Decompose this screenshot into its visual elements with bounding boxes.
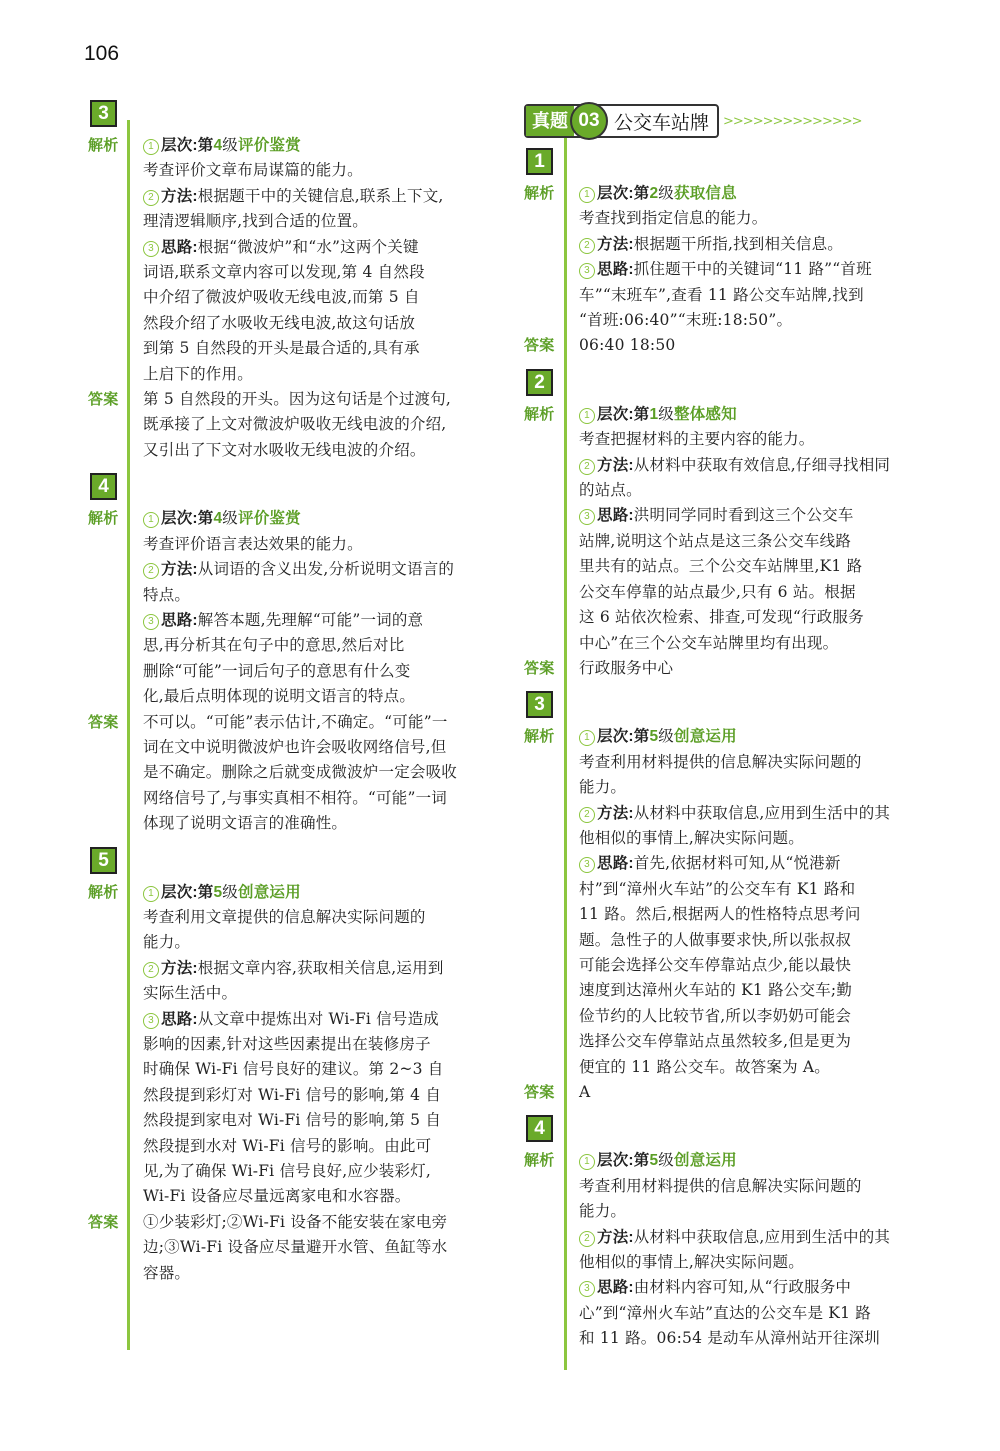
analysis-label: 解析 <box>88 883 119 901</box>
analysis-row <box>524 402 934 656</box>
level-line <box>579 1148 934 1173</box>
step-2-icon: 2 <box>143 563 159 579</box>
text-content: 考查利用材料提供的信息解决实际问题的 <box>579 1176 862 1195</box>
text-content: 村”到“漳州火车站”的公交车有 K1 路和 <box>579 879 856 898</box>
text-content: 从材料中获取信息,应用到生活中的其 <box>633 803 891 822</box>
analysis-row <box>88 880 498 1210</box>
text-line <box>143 1007 498 1032</box>
text-content: 行政服务中心 <box>579 658 674 677</box>
text-content: 体现了说明文语言的准确性。 <box>143 814 348 833</box>
text-content: 思,再分析其在句子中的意思,然后对比 <box>143 636 405 655</box>
question-number: 3 <box>526 691 553 718</box>
level-mid: 级 <box>222 882 238 901</box>
method-label: 方法: <box>161 187 198 205</box>
text-content: 考查找到指定信息的能力。 <box>579 209 768 228</box>
text-content: 题。急性子的人做事要求快,所以张叔叔 <box>579 930 852 949</box>
answer-row <box>524 333 934 358</box>
question-block <box>524 369 934 687</box>
text-content: 考查评价语言表达效果的能力。 <box>143 534 363 553</box>
text-line <box>143 633 498 658</box>
text-line <box>579 953 934 978</box>
text-content: 的站点。 <box>579 481 642 500</box>
text-line <box>143 1261 498 1286</box>
text-line <box>579 1055 934 1080</box>
method-label: 方法: <box>597 456 634 474</box>
text-content: 然段提到家电对 Wi-Fi 信号的影响,第 5 自 <box>143 1111 442 1130</box>
question-block <box>524 148 934 365</box>
page-number: 106 <box>84 42 120 65</box>
question-number: 5 <box>90 847 117 874</box>
level-prefix: 层次:第 <box>161 883 214 901</box>
text-content: 词语,联系文章内容可以发现,第 4 自然段 <box>143 263 425 282</box>
text-line <box>143 981 498 1006</box>
text-content: 由材料内容可知,从“行政服务中 <box>633 1278 852 1297</box>
text-content: 俭节约的人比较节省,所以李奶奶可能会 <box>579 1006 852 1025</box>
step-3-icon: 3 <box>579 1281 595 1297</box>
level-desc <box>579 427 934 452</box>
text-line <box>143 260 498 285</box>
text-line <box>579 978 934 1003</box>
text-content: 化,最后点明体现的说明文语言的特点。 <box>143 687 416 706</box>
step-3-icon: 3 <box>579 509 595 525</box>
text-line <box>143 735 498 760</box>
text-content: 既承接了上文对微波炉吸收无线电波的介绍, <box>143 415 447 434</box>
text-line <box>579 877 934 902</box>
level-name: 创意运用 <box>674 728 737 746</box>
step-1-icon: 1 <box>143 886 159 902</box>
text-content: 上启下的作用。 <box>143 364 253 383</box>
level-desc <box>143 158 498 183</box>
level-mid: 级 <box>658 404 674 423</box>
spacer <box>524 359 934 365</box>
level-name: 评价鉴赏 <box>238 510 301 528</box>
text-content: 根据文章内容,获取相关信息,运用到 <box>197 958 444 977</box>
text-line <box>579 554 934 579</box>
text-content: 洪明同学同时看到这三个公交车 <box>633 506 854 525</box>
banner-arrows: >>>>>>>>>>>>>> <box>723 113 862 129</box>
text-content: 心”到“漳州火车站”直达的公交车是 K1 路 <box>579 1303 871 1322</box>
text-line <box>143 710 498 735</box>
text-content: 见,为了确保 Wi-Fi 信号良好,应少装彩灯, <box>143 1162 432 1181</box>
text-line <box>143 336 498 361</box>
text-content: 从材料中获取有效信息,仔细寻找相同 <box>633 455 891 474</box>
right-column <box>524 96 934 1358</box>
level-prefix: 层次:第 <box>597 728 650 746</box>
analysis-row <box>524 724 934 1080</box>
section-banner <box>524 104 934 138</box>
question-block <box>524 1115 934 1357</box>
step-2-icon: 2 <box>143 190 159 206</box>
text-content: 他相似的事情上,解决实际问题。 <box>579 1253 804 1272</box>
text-content: 抓住题干中的关键词“11 路”“首班 <box>633 260 872 279</box>
analysis-label: 解析 <box>524 185 555 202</box>
analysis-label: 解析 <box>524 728 555 746</box>
answer-label: 答案 <box>88 1213 119 1231</box>
text-content: 考查利用材料提供的信息解决实际问题的 <box>579 752 862 771</box>
step-3-icon: 3 <box>579 263 595 279</box>
text-content: 实际生活中。 <box>143 984 238 1003</box>
text-line <box>579 1004 934 1029</box>
text-line <box>143 786 498 811</box>
text-content: 能力。 <box>579 1202 627 1221</box>
text-line <box>143 285 498 310</box>
text-line <box>143 1134 498 1159</box>
text-line <box>143 1235 498 1260</box>
answer-row <box>524 656 934 681</box>
answer-label: 答案 <box>524 659 555 677</box>
answer-label: 答案 <box>524 337 555 355</box>
text-line <box>143 1032 498 1057</box>
analysis-label: 解析 <box>88 510 119 528</box>
text-content: 根据“微波炉”和“水”这两个关键 <box>197 237 419 256</box>
level-number: 5 <box>649 1152 659 1170</box>
level-name: 评价鉴赏 <box>238 137 301 154</box>
analysis-row <box>88 506 498 709</box>
analysis-label: 解析 <box>88 137 119 154</box>
text-line <box>143 684 498 709</box>
text-line <box>579 453 934 478</box>
step-3-icon: 3 <box>143 614 159 630</box>
text-line <box>579 580 934 605</box>
text-line <box>579 1174 934 1199</box>
text-line <box>143 659 498 684</box>
text-line <box>143 1184 498 1209</box>
text-content: Wi-Fi 设备应尽量远离家电和水容器。 <box>143 1187 411 1206</box>
spacer <box>524 1352 934 1358</box>
step-2-icon: 2 <box>143 962 159 978</box>
text-line <box>143 311 498 336</box>
text-content: 又引出了下文对水吸收无线电波的介绍。 <box>143 440 426 459</box>
step-1-icon: 1 <box>579 1154 595 1170</box>
level-prefix: 层次:第 <box>597 185 650 202</box>
text-line <box>579 333 934 358</box>
text-line <box>143 583 498 608</box>
left-column <box>88 96 498 1292</box>
text-content: 可能会选择公交车停靠站点少,能以最快 <box>579 955 852 974</box>
level-mid: 级 <box>222 509 238 528</box>
text-content: 解答本题,先理解“可能”一词的意 <box>197 610 424 629</box>
analysis-row <box>524 181 934 333</box>
level-mid: 级 <box>658 727 674 746</box>
text-content: 然段介绍了水吸收无线电波,故这句话放 <box>143 313 416 332</box>
step-1-icon: 1 <box>579 730 595 746</box>
text-content: 从词语的含义出发,分析说明文语言的 <box>197 560 455 579</box>
text-line <box>579 826 934 851</box>
method-label: 方法: <box>161 561 198 579</box>
text-line <box>579 1301 934 1326</box>
banner-label: 真题 <box>526 106 574 136</box>
level-number: 5 <box>649 728 659 746</box>
text-line <box>579 1326 934 1351</box>
text-content: 车”“末班车”,查看 11 路公交车站牌,找到 <box>579 285 864 304</box>
text-line <box>579 1250 934 1275</box>
step-1-icon: 1 <box>143 512 159 528</box>
text-content: 首先,依据材料可知,从“悦港新 <box>633 854 841 873</box>
level-number: 4 <box>213 510 223 528</box>
text-content: 公交车停靠的站点最少,只有 6 站。根据 <box>579 582 856 601</box>
question-block <box>88 473 498 842</box>
text-content: ①少装彩灯;②Wi-Fi 设备不能安装在家电旁 <box>143 1212 448 1231</box>
text-content: 考查利用文章提供的信息解决实际问题的 <box>143 907 426 926</box>
text-content: 从文章中提炼出对 Wi-Fi 信号造成 <box>197 1009 439 1028</box>
analysis-label: 解析 <box>524 1152 555 1170</box>
thinking-label: 思路: <box>597 261 634 279</box>
text-content: 他相似的事情上,解决实际问题。 <box>579 828 804 847</box>
text-line <box>143 608 498 633</box>
step-2-icon: 2 <box>579 459 595 475</box>
step-1-icon: 1 <box>579 408 595 424</box>
text-line <box>143 235 498 260</box>
text-content: 删除“可能”一词后句子的意思有什么变 <box>143 661 411 680</box>
answer-row <box>88 710 498 837</box>
level-name: 获取信息 <box>674 185 737 202</box>
text-content: 词在文中说明微波炉也许会吸收网络信号,但 <box>143 737 447 756</box>
method-label: 方法: <box>597 804 634 822</box>
text-line <box>143 557 498 582</box>
step-2-icon: 2 <box>579 807 595 823</box>
text-line <box>579 656 934 681</box>
level-prefix: 层次:第 <box>161 510 214 528</box>
analysis-label: 解析 <box>524 405 555 423</box>
level-line <box>143 506 498 531</box>
question-number: 4 <box>526 1115 553 1142</box>
spacer <box>88 463 498 469</box>
level-mid: 级 <box>658 184 674 202</box>
answer-row <box>524 1080 934 1105</box>
spacer <box>524 681 934 687</box>
level-number: 2 <box>649 185 659 202</box>
text-content: 从材料中获取信息,应用到生活中的其 <box>633 1227 891 1246</box>
step-3-icon: 3 <box>579 857 595 873</box>
text-line <box>579 308 934 333</box>
text-content: 能力。 <box>143 933 191 952</box>
spacer <box>88 837 498 843</box>
thinking-label: 思路: <box>597 1279 634 1297</box>
thinking-label: 思路: <box>597 507 634 525</box>
spacer <box>88 1286 498 1292</box>
step-2-icon: 2 <box>579 1231 595 1247</box>
text-content: 11 路。然后,根据两人的性格特点思考问 <box>579 905 861 924</box>
step-2-icon: 2 <box>579 238 595 254</box>
text-line <box>143 811 498 836</box>
method-label: 方法: <box>597 1228 634 1246</box>
text-content: 根据题干所指,找到相关信息。 <box>633 234 843 253</box>
text-content: A <box>579 1083 591 1101</box>
text-line <box>143 1057 498 1082</box>
text-content: 影响的因素,针对这些因素提出在装修房子 <box>143 1035 431 1053</box>
text-line <box>143 905 498 930</box>
text-content: 容器。 <box>143 1263 191 1282</box>
answer-row <box>88 387 498 463</box>
analysis-row <box>88 133 498 387</box>
text-line <box>579 283 934 308</box>
text-line <box>579 750 934 775</box>
text-line <box>579 503 934 528</box>
level-line <box>579 402 934 427</box>
step-3-icon: 3 <box>143 1013 159 1029</box>
text-line <box>579 631 934 656</box>
level-name: 创意运用 <box>674 1152 737 1170</box>
method-label: 方法: <box>161 959 198 977</box>
question-block <box>88 847 498 1293</box>
text-content: 这 6 站依次检索、排查,可发现“行政服务 <box>579 608 864 627</box>
level-name: 创意运用 <box>238 883 301 901</box>
text-content: 时确保 Wi-Fi 信号良好的建议。第 2~3 自 <box>143 1060 444 1079</box>
text-line <box>143 412 498 437</box>
text-content: “首班:06:40”“末班:18:50”。 <box>579 311 793 330</box>
text-line <box>143 209 498 234</box>
text-line <box>143 362 498 387</box>
text-line <box>579 605 934 630</box>
text-line <box>143 184 498 209</box>
right-questions <box>524 148 934 1358</box>
text-content: 和 11 路。06:54 是动车从漳州站开往深圳 <box>579 1329 880 1348</box>
level-desc <box>579 206 934 231</box>
text-line <box>143 1083 498 1108</box>
text-line <box>579 1080 934 1105</box>
text-content: 速度到达漳州火车站的 K1 路公交车;勤 <box>579 981 853 1000</box>
text-content: 根据题干中的关键信息,联系上下文, <box>197 186 444 205</box>
level-mid: 级 <box>222 136 238 154</box>
text-line <box>143 956 498 981</box>
level-desc <box>143 532 498 557</box>
text-content: 便宜的 11 路公交车。故答案为 A。 <box>579 1057 830 1076</box>
text-content: 然段提到彩灯对 Wi-Fi 信号的影响,第 4 自 <box>143 1085 442 1104</box>
answer-label: 答案 <box>88 391 119 409</box>
text-line <box>579 257 934 282</box>
answer-label: 答案 <box>88 713 119 731</box>
question-block <box>524 691 934 1111</box>
banner-number: 03 <box>570 102 608 140</box>
level-line <box>143 880 498 905</box>
text-content: 网络信号了,与事实真相不相符。“可能”一词 <box>143 788 447 807</box>
text-content: 里共有的站点。三个公交车站牌里,K1 路 <box>579 557 863 576</box>
text-line <box>579 1225 934 1250</box>
question-block <box>88 100 498 469</box>
text-content: 06:40 18:50 <box>579 336 676 355</box>
thinking-label: 思路: <box>161 1010 198 1028</box>
level-number: 4 <box>213 137 223 154</box>
question-number: 1 <box>526 148 553 175</box>
question-number: 4 <box>90 473 117 500</box>
text-line <box>579 801 934 826</box>
question-number: 3 <box>90 100 117 127</box>
answer-row <box>88 1210 498 1286</box>
thinking-label: 思路: <box>597 855 634 873</box>
level-prefix: 层次:第 <box>597 1152 650 1170</box>
level-line <box>143 133 498 158</box>
text-content: 到第 5 自然段的开头是最合适的,具有承 <box>143 339 420 358</box>
text-line <box>579 1275 934 1300</box>
level-line <box>579 724 934 749</box>
text-line <box>579 232 934 257</box>
text-content: 中介绍了微波炉吸收无线电波,而第 5 自 <box>143 288 420 307</box>
text-line <box>579 1029 934 1054</box>
text-content: 中心”在三个公交车站牌里均有出现。 <box>579 633 839 652</box>
text-line <box>579 851 934 876</box>
text-content: 特点。 <box>143 585 191 604</box>
text-line <box>579 928 934 953</box>
level-mid: 级 <box>658 1151 674 1170</box>
text-content: 理清逻辑顺序,找到合适的位置。 <box>143 212 368 231</box>
text-content: 是不确定。删除之后就变成微波炉一定会吸收 <box>143 763 458 782</box>
level-number: 1 <box>649 405 659 423</box>
banner-box <box>524 104 719 138</box>
level-name: 整体感知 <box>674 405 737 423</box>
text-line <box>579 1199 934 1224</box>
text-line <box>143 387 498 412</box>
question-number: 2 <box>526 369 553 396</box>
level-prefix: 层次:第 <box>597 405 650 423</box>
thinking-label: 思路: <box>161 238 198 256</box>
text-content: 然段提到水对 Wi-Fi 信号的影响。由此可 <box>143 1136 432 1155</box>
text-content: 站牌,说明这个站点是这三条公交车线路 <box>579 531 852 550</box>
spacer <box>524 1105 934 1111</box>
text-content: 考查把握材料的主要内容的能力。 <box>579 430 815 449</box>
level-prefix: 层次:第 <box>161 137 214 154</box>
text-line <box>143 1159 498 1184</box>
text-line <box>143 438 498 463</box>
level-line <box>579 181 934 206</box>
analysis-row <box>524 1148 934 1351</box>
step-3-icon: 3 <box>143 241 159 257</box>
text-line <box>143 930 498 955</box>
text-line <box>143 760 498 785</box>
step-1-icon: 1 <box>579 187 595 203</box>
text-line <box>143 1210 498 1235</box>
text-line <box>579 529 934 554</box>
thinking-label: 思路: <box>161 611 198 629</box>
text-line <box>143 1108 498 1133</box>
text-line <box>579 902 934 927</box>
method-label: 方法: <box>597 235 634 253</box>
answer-label: 答案 <box>524 1084 555 1101</box>
text-content: 能力。 <box>579 778 627 797</box>
text-line <box>579 775 934 800</box>
level-number: 5 <box>213 883 223 901</box>
banner-title: 公交车站牌 <box>614 112 710 134</box>
text-content: 边;③Wi-Fi 设备应尽量避开水管、鱼缸等水 <box>143 1238 448 1257</box>
text-line <box>579 478 934 503</box>
text-content: 考查评价文章布局谋篇的能力。 <box>143 161 363 180</box>
text-content: 第 5 自然段的开头。因为这句话是个过渡句, <box>143 390 452 409</box>
step-1-icon: 1 <box>143 139 159 155</box>
text-content: 不可以。“可能”表示估计,不确定。“可能”一 <box>143 712 448 731</box>
text-content: 选择公交车停靠站点虽然较多,但是更为 <box>579 1032 852 1051</box>
